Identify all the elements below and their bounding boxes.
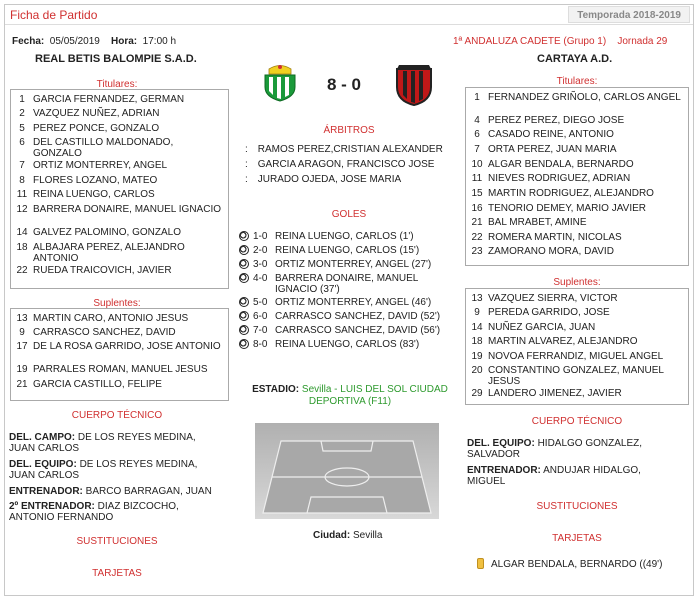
player-name[interactable]: GALVEZ PALOMINO, GONZALO (33, 227, 181, 238)
player-row[interactable] (466, 188, 682, 199)
away-suplentes-list (465, 288, 689, 405)
player-name[interactable]: BARRERA DONAIRE, MANUEL IGNACIO (33, 204, 221, 215)
player-row[interactable] (466, 336, 682, 347)
home-suplentes-list (10, 308, 229, 401)
player-name[interactable]: MARTIN ALVAREZ, ALEJANDRO (488, 336, 638, 347)
gol-item[interactable]: 2-0 REINA LUENGO, CARLOS (15') (239, 245, 459, 256)
player-row[interactable] (466, 92, 682, 103)
estadio-link[interactable]: Sevilla - LUIS DEL SOL CIUDAD DEPORTIVA (F11) (301, 384, 448, 407)
player-row[interactable] (11, 123, 222, 134)
player-row[interactable] (11, 265, 222, 276)
player-name[interactable]: DEL CASTILLO MALDONADO, GONZALO (33, 137, 174, 159)
ball-icon (239, 325, 249, 335)
ball-icon (239, 339, 249, 349)
player-row[interactable] (11, 379, 222, 390)
ball-icon (239, 273, 249, 283)
player-number: 16 (471, 203, 483, 214)
player-row[interactable] (466, 129, 682, 140)
player-row[interactable] (11, 341, 222, 352)
player-row[interactable] (466, 217, 682, 228)
player-row[interactable] (466, 144, 682, 155)
ball-icon (239, 311, 249, 321)
away-titulares-label: Titulares: (556, 76, 598, 87)
player-number: 22 (16, 265, 28, 276)
player-row[interactable] (466, 388, 682, 399)
player-number: 5 (19, 123, 25, 134)
player-row[interactable] (466, 115, 682, 126)
player-name[interactable]: ROMERA MARTIN, NICOLAS (488, 232, 622, 243)
player-number: 22 (471, 232, 483, 243)
yellow-card-icon (477, 558, 484, 569)
player-row[interactable] (466, 159, 682, 170)
player-row[interactable] (466, 293, 682, 304)
pitch-image (255, 423, 439, 522)
away-tarjeta-item[interactable]: ALGAR BENDALA, BERNARDO ((49') (491, 559, 663, 570)
arbitro-item[interactable]: : JURADO OJEDA, JOSE MARIA (245, 174, 402, 185)
player-number: 20 (471, 365, 483, 376)
player-row[interactable] (11, 189, 222, 200)
player-name[interactable]: GARCIA CASTILLO, FELIPE (33, 379, 162, 390)
staff-item: ENTRENADOR: ANDUJAR HIDALGO, MIGUEL (467, 465, 641, 487)
player-row[interactable] (11, 108, 222, 119)
player-number: 9 (474, 307, 480, 318)
match-date: Fecha: 05/05/2019 Hora: 17:00 h (12, 36, 177, 47)
player-number: 15 (471, 188, 483, 199)
away-titulares-list (465, 87, 689, 266)
player-row[interactable] (466, 203, 682, 214)
player-name[interactable]: PEREZ PONCE, GONZALO (33, 123, 160, 134)
player-number: 14 (471, 322, 483, 333)
player-number: 13 (471, 293, 483, 304)
estadio: ESTADIO: Sevilla - LUIS DEL SOL CIUDAD DEPORTIVA (F11) (252, 384, 448, 407)
player-name[interactable]: CASADO REINE, ANTONIO (488, 129, 614, 140)
page-title: Ficha de Partido (10, 8, 98, 22)
arbitros-label: ÁRBITROS (323, 125, 375, 136)
player-row[interactable] (466, 173, 682, 184)
player-number: 7 (474, 144, 480, 155)
player-row[interactable] (11, 94, 222, 105)
gol-item[interactable]: 1-0 REINA LUENGO, CARLOS (1') (239, 231, 459, 242)
player-name[interactable]: ORTIZ MONTERREY, ANGEL (33, 160, 168, 171)
season-tab[interactable]: Temporada 2018-2019 (568, 6, 690, 23)
player-name[interactable]: ZAMORANO MORA, DAVID (488, 246, 614, 257)
player-number: 13 (16, 313, 28, 324)
home-cuerpo-label: CUERPO TÉCNICO (71, 410, 163, 421)
player-row[interactable] (466, 246, 682, 257)
player-name[interactable]: GARCIA FERNANDEZ, GERMAN (33, 94, 185, 105)
player-number: 21 (471, 217, 483, 228)
player-number: 1 (19, 94, 25, 105)
competition: 1ª ANDALUZA CADETE (Grupo 1) Jornada 29 (453, 36, 668, 47)
home-crest-icon[interactable] (261, 63, 299, 106)
gol-item[interactable]: 4-0 BARRERA DONAIRE, MANUEL IGNACIO (37') (239, 273, 459, 295)
player-name[interactable]: PARRALES ROMAN, MANUEL JESUS (33, 364, 208, 375)
score: 8 - 0 (327, 75, 362, 94)
home-tarjetas-label: TARJETAS (92, 568, 142, 579)
player-name[interactable]: NOVOA FERRANDIZ, MIGUEL ANGEL (488, 351, 664, 362)
player-number: 19 (471, 351, 483, 362)
player-number: 29 (471, 388, 483, 399)
player-row[interactable] (11, 364, 222, 375)
player-name[interactable]: FLORES LOZANO, MATEO (33, 175, 158, 186)
away-tarjetas-label: TARJETAS (552, 533, 602, 544)
player-name[interactable]: NIEVES RODRIGUEZ, ADRIAN (488, 173, 631, 184)
player-name[interactable]: DE LA ROSA GARRIDO, JOSE ANTONIO (33, 341, 221, 352)
arbitro-item[interactable]: : GARCIA ARAGON, FRANCISCO JOSE (245, 159, 435, 170)
gol-item[interactable]: 5-0 ORTIZ MONTERREY, ANGEL (46') (239, 297, 459, 308)
player-number: 6 (474, 129, 480, 140)
away-team-name[interactable]: CARTAYA A.D. (537, 53, 613, 65)
player-row[interactable] (466, 307, 682, 318)
home-suplentes-label: Suplentes: (93, 298, 141, 309)
ball-icon (239, 297, 249, 307)
player-number: 23 (471, 246, 483, 257)
staff-item: ENTRENADOR: BARCO BARRAGAN, JUAN (9, 486, 212, 497)
ciudad: Ciudad: Sevilla (313, 530, 383, 541)
player-name[interactable]: LANDERO JIMENEZ, JAVIER (488, 388, 622, 399)
home-sustituciones-label: SUSTITUCIONES (76, 536, 158, 547)
player-name[interactable]: NUÑEZ GARCIA, JUAN (488, 322, 596, 333)
player-number: 21 (16, 379, 28, 390)
staff-item: DEL. CAMPO: DE LOS REYES MEDINA, JUAN CARLOS (9, 432, 196, 454)
player-name[interactable]: PEREDA GARRIDO, JOSE (488, 307, 610, 318)
player-number: 10 (471, 159, 483, 170)
player-number: 18 (471, 336, 483, 347)
player-number: 18 (16, 242, 28, 253)
goles-label: GOLES (331, 209, 367, 220)
player-name[interactable]: ALGAR BENDALA, BERNARDO (488, 159, 634, 170)
player-name[interactable]: RUEDA TRAICOVICH, JAVIER (33, 265, 172, 276)
player-row[interactable] (11, 227, 222, 238)
player-name[interactable]: PEREZ PEREZ, DIEGO JOSE (488, 115, 625, 126)
player-name[interactable]: VAZQUEZ SIERRA, VICTOR (488, 293, 618, 304)
home-titulares-label: Titulares: (96, 79, 138, 90)
player-name[interactable]: VAZQUEZ NUÑEZ, ADRIAN (33, 108, 160, 119)
player-number: 11 (16, 189, 28, 200)
player-name[interactable]: MARTIN RODRIGUEZ, ALEJANDRO (488, 188, 654, 199)
player-row[interactable] (11, 160, 222, 171)
player-name[interactable]: MARTIN CARO, ANTONIO JESUS (33, 313, 189, 324)
top-bar (5, 5, 693, 25)
player-row[interactable] (11, 327, 222, 338)
gol-item[interactable]: 7-0 CARRASCO SANCHEZ, DAVID (56') (239, 325, 459, 336)
player-row[interactable] (466, 365, 682, 387)
player-row[interactable] (11, 175, 222, 186)
home-team-name[interactable]: REAL BETIS BALOMPIE S.A.D. (35, 53, 197, 65)
player-number: 6 (19, 137, 25, 148)
player-name[interactable]: TENORIO DEMEY, MARIO JAVIER (488, 203, 646, 214)
player-name[interactable]: CONSTANTINO GONZALEZ, MANUEL JESUS (488, 365, 664, 387)
ball-icon (239, 231, 249, 241)
player-number: 17 (16, 341, 28, 352)
player-name[interactable]: ALBAJARA PEREZ, ALEJANDRO ANTONIO (33, 242, 185, 264)
player-row[interactable] (11, 242, 222, 264)
player-name[interactable]: CARRASCO SANCHEZ, DAVID (33, 327, 176, 338)
gol-item[interactable]: 8-0 REINA LUENGO, CARLOS (83') (239, 339, 459, 350)
ball-icon (239, 245, 249, 255)
player-number: 19 (16, 364, 28, 375)
player-number: 8 (19, 175, 25, 186)
player-number: 7 (19, 160, 25, 171)
player-number: 1 (474, 92, 480, 103)
player-row[interactable] (11, 204, 222, 215)
player-number: 12 (16, 204, 28, 215)
player-number: 4 (474, 115, 480, 126)
staff-item: 2º ENTRENADOR: DIAZ BIZCOCHO, ANTONIO FERNANDO (9, 501, 179, 523)
home-titulares-list (10, 89, 229, 289)
away-crest-icon[interactable] (393, 61, 435, 110)
player-name[interactable]: ORTA PEREZ, JUAN MARIA (488, 144, 617, 155)
player-number: 11 (471, 173, 483, 184)
away-sustituciones-label: SUSTITUCIONES (536, 501, 618, 512)
player-name[interactable]: FERNANDEZ GRIÑOLO, CARLOS ANGEL (488, 92, 681, 103)
arbitro-item[interactable]: : RAMOS PEREZ,CRISTIAN ALEXANDER (245, 144, 443, 155)
player-number: 9 (19, 327, 25, 338)
player-row[interactable] (466, 322, 682, 333)
player-row[interactable] (11, 137, 222, 159)
gol-item[interactable]: 3-0 ORTIZ MONTERREY, ANGEL (27') (239, 259, 459, 270)
player-row[interactable] (11, 313, 222, 324)
player-row[interactable] (466, 351, 682, 362)
ball-icon (239, 259, 249, 269)
player-name[interactable]: REINA LUENGO, CARLOS (33, 189, 155, 200)
player-name[interactable]: BAL MRABET, AMINE (488, 217, 587, 228)
staff-item: DEL. EQUIPO: HIDALGO GONZALEZ, SALVADOR (467, 438, 643, 460)
match-sheet (4, 4, 694, 596)
away-cuerpo-label: CUERPO TÉCNICO (531, 416, 623, 427)
player-row[interactable] (466, 232, 682, 243)
gol-item[interactable]: 6-0 CARRASCO SANCHEZ, DAVID (52') (239, 311, 459, 322)
player-number: 2 (19, 108, 25, 119)
away-suplentes-label: Suplentes: (553, 277, 601, 288)
player-number: 14 (16, 227, 28, 238)
staff-item: DEL. EQUIPO: DE LOS REYES MEDINA, JUAN CARLOS (9, 459, 198, 481)
